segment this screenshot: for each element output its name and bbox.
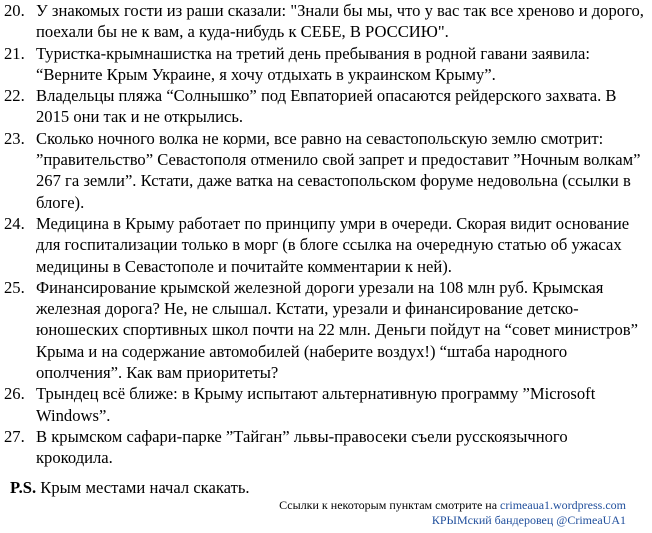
footer-links-line [279,498,626,513]
item-number: 20. [4,1,25,20]
item-number: 25. [4,277,25,297]
item-text: Туристка-крымнашистка на третий день пребывания в родной гавани заявила: “Верните Крым Украине, я хочу отдыхать в украинском Крыму”. [36,43,591,84]
item-text: В крымском сафари-парке ”Тайган” львы-правосеки съели русскоязычного крокодила. [36,426,568,468]
item-number: 26. [4,384,25,404]
item-number: 24. [4,213,25,233]
list-item [4,383,644,426]
list-item [4,85,644,128]
author-signature: КРЫМский бандеровец @CrimeaUA1 [431,513,626,527]
item-number: 21. [4,43,25,63]
postscript-text: Крым местами начал скакать. [40,478,250,497]
item-text: Сколько ночного волка не корми, все равно на севастопольскую землю смотрит: ”правительство” Севастополя отменило свой запрет и предоставит ”Ночным волкам” 267 га земли”. Кстати, даже ватка на севастопольском форуме недовольна (ссылки в блоге). [36,128,641,212]
item-text: У знакомых гости из раши сказали: "Знали бы мы, что у вас так все хреново и дорого, поехали бы не к вам, а куда-нибудь к СЕБЕ, В РОССИЮ". [36,1,644,42]
site-link[interactable]: crimeaua1.wordpress.com [500,498,626,512]
list-item [4,0,644,43]
footer [279,498,626,528]
item-text: Владельцы пляжа “Солнышко” под Евпаторией опасаются рейдерского захвата. В 2015 они так и не открылись. [36,86,617,127]
footer-links-prefix: Ссылки к некоторым пунктам смотрите на [279,498,501,512]
item-number: 23. [4,128,25,148]
list-item [4,128,644,213]
list-item [4,277,644,383]
item-text: Трындец всё ближе: в Крыму испытают альтернативную программу ”Microsoft Windows”. [36,384,596,425]
postscript-label: P.S. [10,478,37,497]
list-item [4,426,644,469]
item-number: 22. [4,86,25,106]
news-list [4,0,644,469]
list-item [4,43,644,86]
item-number: 27. [4,426,25,446]
list-item [4,213,644,277]
item-text: Финансирование крымской железной дороги урезали на 108 млн руб. Крымская железная дорога? Не, не слышал. Кстати, урезали и финансирование детско-юношеских спортивных школ почти на 22 млн. Деньги пойдут на “совет министров” Крыма и на содержание автомобилей (наберите воздух!) “штаба народного ополчения”. Как вам приоритеты? [36,277,638,383]
postscript [10,477,250,498]
item-text: Медицина в Крыму работает по принципу умри в очереди. Скорая видит основание для госпитализации только в морг (в блоге ссылка на очередную статью об ужасах медицины в Севастополе и почитайте комментарии к ней). [36,213,630,276]
